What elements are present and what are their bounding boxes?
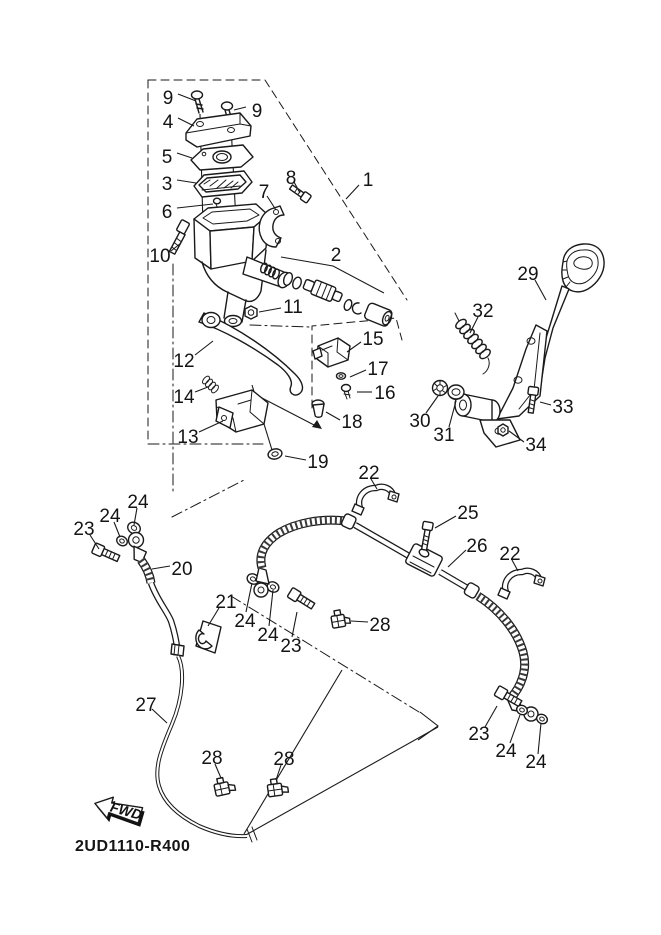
callout-13[interactable]: 13 — [177, 427, 199, 448]
callout-31[interactable]: 31 — [433, 425, 455, 446]
callout-16[interactable]: 16 — [374, 383, 396, 404]
diagram-code: 2UD1110-R400 — [75, 838, 191, 855]
callout-28c[interactable]: 28 — [273, 749, 295, 770]
callout-14[interactable]: 14 — [173, 387, 195, 408]
callout-20[interactable]: 20 — [171, 559, 193, 580]
callout-9b[interactable]: 9 — [251, 101, 263, 122]
callout-12[interactable]: 12 — [173, 351, 195, 372]
callout-18[interactable]: 18 — [341, 412, 363, 433]
callout-10[interactable]: 10 — [149, 246, 171, 267]
callout-5[interactable]: 5 — [161, 147, 173, 168]
callout-7[interactable]: 7 — [258, 182, 270, 203]
callout-3[interactable]: 3 — [161, 174, 173, 195]
callout-19[interactable]: 19 — [307, 452, 329, 473]
washer-31 — [448, 385, 464, 399]
callout-24a[interactable]: 24 — [99, 506, 121, 527]
callout-23c[interactable]: 23 — [468, 724, 490, 745]
callout-9a[interactable]: 9 — [162, 88, 174, 109]
callout-8[interactable]: 8 — [285, 168, 297, 189]
callout-6[interactable]: 6 — [161, 202, 173, 223]
callout-22b[interactable]: 22 — [499, 544, 521, 565]
callout-24d[interactable]: 24 — [257, 625, 279, 646]
callout-11[interactable]: 11 — [283, 297, 303, 318]
callout-33[interactable]: 33 — [552, 397, 574, 418]
callout-28b[interactable]: 28 — [201, 748, 223, 769]
fwd-label: FWD — [108, 798, 144, 823]
callout-4[interactable]: 4 — [162, 112, 174, 133]
callout-1[interactable]: 1 — [362, 170, 374, 191]
callout-27[interactable]: 27 — [135, 695, 157, 716]
callout-2[interactable]: 2 — [330, 245, 342, 266]
callout-32[interactable]: 32 — [472, 301, 494, 322]
callout-29[interactable]: 29 — [517, 264, 539, 285]
callout-22a[interactable]: 22 — [358, 463, 380, 484]
callout-24c[interactable]: 24 — [234, 611, 256, 632]
callout-25[interactable]: 25 — [457, 503, 479, 524]
washer-17 — [337, 373, 346, 379]
callout-26[interactable]: 26 — [466, 536, 488, 557]
callout-24f[interactable]: 24 — [525, 752, 547, 773]
callout-23a[interactable]: 23 — [73, 519, 95, 540]
washer-30 — [433, 381, 448, 396]
callout-24b[interactable]: 24 — [127, 492, 149, 513]
callout-17[interactable]: 17 — [367, 359, 389, 380]
callout-28a[interactable]: 28 — [369, 615, 391, 636]
callout-15[interactable]: 15 — [362, 329, 384, 350]
callout-24e[interactable]: 24 — [495, 741, 517, 762]
nut-11 — [245, 306, 257, 319]
callout-34[interactable]: 34 — [525, 435, 547, 456]
callout-30[interactable]: 30 — [409, 411, 431, 432]
nut-34 — [498, 424, 508, 436]
callout-21[interactable]: 21 — [215, 592, 237, 613]
callout-23b[interactable]: 23 — [280, 636, 302, 657]
